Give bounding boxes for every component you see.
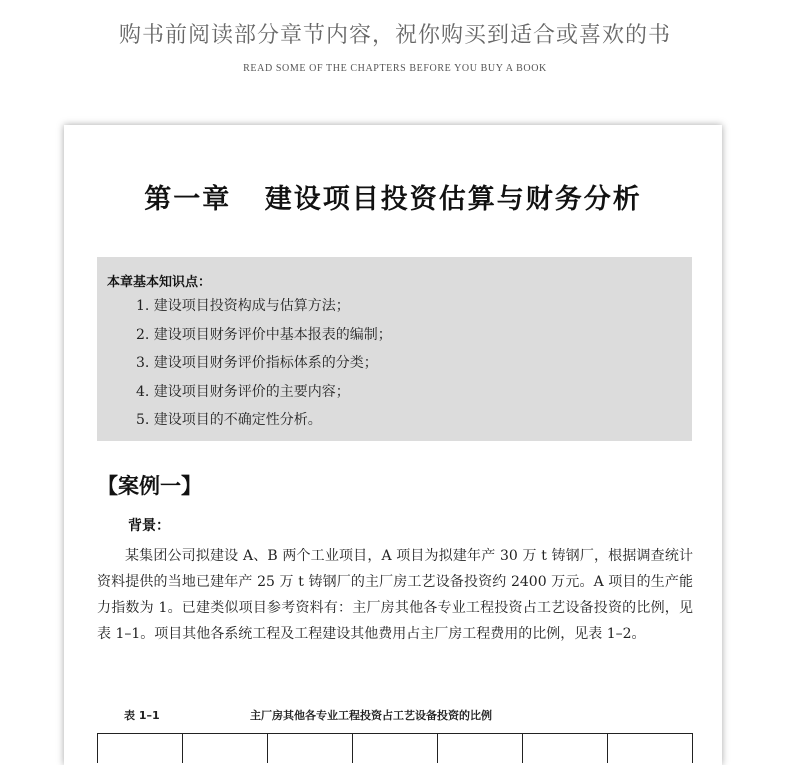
knowledge-points-list (136, 297, 392, 440)
book-page (64, 125, 722, 765)
table-title: 主厂房其他各专业工程投资占工艺设备投资的比例 (250, 709, 492, 722)
case-title: 【案例一】 (97, 474, 202, 498)
background-paragraph: 某集团公司拟建设 A、B 两个工业项目，A 项目为拟建年产 30 万 t 铸钢厂，根据调查统计资料提供的当地已建年产 25 万 t 铸钢厂的主厂房工艺设备投资约 2400 万元。A 项目的生产能力指数为 1。已建类似项目参考资料有：主厂房其他各专业工程投资占工艺设备投资的比例，见表 1–1。项目其他各系统工程及工程建设其他费用占主厂房工程费用的比例，见表 1–2。 (97, 548, 693, 642)
knowledge-point-item: 3. 建设项目财务评价指标体系的分类； (136, 355, 378, 371)
table-cell (608, 734, 692, 763)
table-number: 表 1–1 (124, 709, 160, 722)
banner-title: 购书前阅读部分章节内容，祝你购买到适合或喜欢的书 (118, 23, 671, 48)
table-cell (183, 734, 268, 763)
table-cell (268, 734, 353, 763)
knowledge-point-item: 2. 建设项目财务评价中基本报表的编制； (136, 326, 392, 343)
banner-subtitle: READ SOME OF THE CHAPTERS BEFORE YOU BUY A BOOK (243, 63, 547, 74)
table-cell (353, 734, 438, 763)
background-label: 背景： (128, 518, 170, 534)
knowledge-points-box (97, 257, 692, 441)
knowledge-points-heading: 本章基本知识点： (107, 275, 212, 290)
chapter-title: 第一章 建设项目投资估算与财务分析 (144, 184, 642, 215)
knowledge-point-item: 1. 建设项目投资构成与估算方法； (136, 298, 350, 314)
table-cell (523, 734, 608, 763)
table-cell (98, 734, 183, 763)
table-cell (438, 734, 523, 763)
knowledge-point-item: 4. 建设项目财务评价的主要内容； (136, 383, 350, 400)
data-table (97, 733, 693, 763)
knowledge-point-item: 5. 建设项目的不确定性分析。 (136, 412, 322, 428)
